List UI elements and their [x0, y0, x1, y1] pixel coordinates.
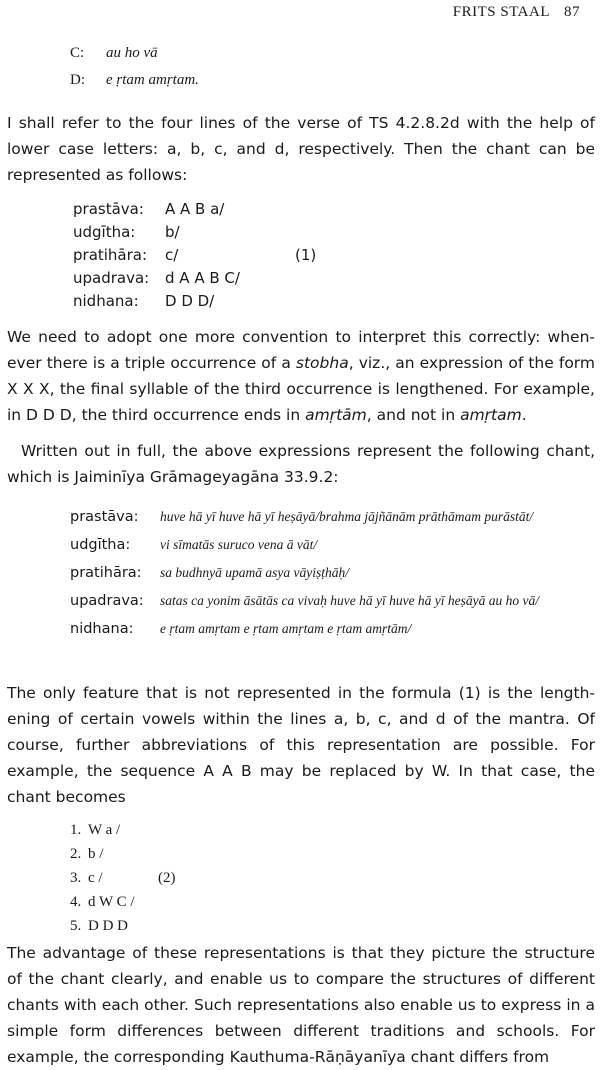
paragraph-text: We need to adopt one more convention to interpret this correctly: when-ever there is a triple occurrence of a	[7, 328, 595, 372]
formula-row	[73, 198, 335, 221]
paragraph-intro: I shall refer to the four lines of the verse of TS 4.2.8.2d with the help of lower case letters: a, b, c, and d, respectively. Then the chant can be represented as follows:	[7, 114, 595, 184]
list-item: W a /	[88, 822, 121, 838]
chant-part-text: vi sīmatās suruco vena ā vāt/	[160, 537, 318, 552]
chant-part-name: nidhana:	[70, 621, 134, 637]
formula-row	[73, 244, 335, 267]
list-item: d W C /	[88, 894, 135, 910]
list-number: 4.	[70, 894, 82, 910]
chant-row	[70, 618, 585, 640]
list-item: c /	[88, 870, 103, 886]
formula-row-tag	[295, 198, 335, 221]
term-amrtam-long: amṛtām	[305, 406, 367, 424]
page-number: 87	[564, 4, 580, 20]
formula-row	[73, 221, 335, 244]
paragraph-written-out: Written out in full, the above expressions represent the following chant, which is Jaiminīya Grāmageyagāna 33.9.2:	[7, 442, 595, 486]
formula-row-tag	[295, 290, 335, 313]
chant-row	[70, 562, 585, 584]
formula-list-row	[70, 914, 176, 938]
running-header	[453, 4, 580, 21]
list-number: 5.	[70, 918, 82, 934]
paragraph-advantage: The advantage of these representations is that they picture the structure of the chant clearly, and enable us to compare the structures of different chants with each other. Such representations also enable us to express in a simple form differences between different traditions and schools. For example, the corresponding Kauthuma-Rāṇāyanīya chant differs from	[7, 944, 595, 1066]
chant-row	[70, 590, 585, 612]
verse-line-text: e ṛtam amṛtam.	[106, 72, 199, 88]
chant-part-name: prastāva:	[70, 509, 139, 525]
chant-part-text: satas ca yonim āsātās ca vivaḥ huve hā yī huve hā yī heṣāyā au ho vā/	[160, 593, 540, 608]
paragraph-abbreviation: The only feature that is not represented in the formula (1) is the length-ening of certain vowels within the lines a, b, c, and d of the mantra. Of course, further abbreviations of this representation are possible. For example, the sequence A A B may be replaced by W. In that case, the chant becomes	[7, 684, 595, 806]
formula-list-row	[70, 842, 176, 866]
formula-list-row	[70, 818, 176, 842]
formula-number-label: (1)	[295, 246, 317, 264]
chant-part-name: upadrava:	[70, 593, 144, 609]
formula-row-name: prastāva:	[73, 200, 144, 218]
formula-row-name: upadrava:	[73, 269, 150, 287]
formula-row-value: d A A B C/	[165, 269, 240, 287]
paragraph-text: .	[521, 406, 527, 424]
formula-row-tag	[295, 267, 335, 290]
formula-number-label: (2)	[158, 870, 176, 886]
list-number: 3.	[70, 870, 82, 886]
paragraph-text: , viz., an expression of the form X X X, the final syllable of the third occurrence is lengthened. For example, in D D D, the third occurrence ends in	[7, 354, 596, 424]
formula-row-name: udgītha:	[73, 223, 136, 241]
term-stobha: stobha	[295, 354, 349, 372]
verse-lines	[70, 40, 199, 94]
verse-line-label: C:	[70, 45, 85, 61]
chant-row	[70, 506, 585, 528]
chant-part-text: huve hā yī huve hā yī heṣāyā/brahma jājñānām prāthāmam purāstāt/	[160, 509, 534, 524]
formula-row-name: nidhana:	[73, 292, 139, 310]
chant-text	[70, 506, 585, 646]
paragraph-text: , and not in	[366, 406, 461, 424]
formula-row-value: b/	[165, 223, 180, 241]
formula-row	[73, 267, 335, 290]
list-number: 1.	[70, 822, 82, 838]
chant-part-text: e ṛtam amṛtam e ṛtam amṛtam e ṛtam amṛtām/	[160, 621, 412, 636]
formula-list-row	[70, 890, 176, 914]
formula-row	[73, 290, 335, 313]
verse-line-text: au ho vā	[106, 45, 158, 61]
formula-1	[73, 198, 335, 313]
chant-part-name: pratihāra:	[70, 565, 142, 581]
formula-list-row	[70, 866, 176, 890]
header-author: FRITS STAAL	[452, 4, 550, 20]
formula-row-tag	[295, 221, 335, 244]
list-number: 2.	[70, 846, 82, 862]
formula-2	[70, 818, 176, 938]
term-amrtam: amṛtam	[460, 406, 522, 424]
list-item: D D D	[88, 918, 128, 934]
formula-row-name: pratihāra:	[73, 246, 148, 264]
chant-part-name: udgītha:	[70, 537, 131, 553]
chant-part-text: sa budhnyā upamā asya vāyiṣṭhāḥ/	[160, 565, 349, 580]
chant-row	[70, 534, 585, 556]
formula-row-value: D D D/	[165, 292, 215, 310]
list-item: b /	[88, 846, 104, 862]
formula-row-value: c/	[165, 246, 179, 264]
verse-line	[70, 40, 199, 67]
verse-line	[70, 67, 199, 94]
paragraph-convention	[7, 324, 595, 428]
verse-line-label: D:	[70, 72, 85, 88]
formula-row-value: A A B a/	[165, 200, 225, 218]
